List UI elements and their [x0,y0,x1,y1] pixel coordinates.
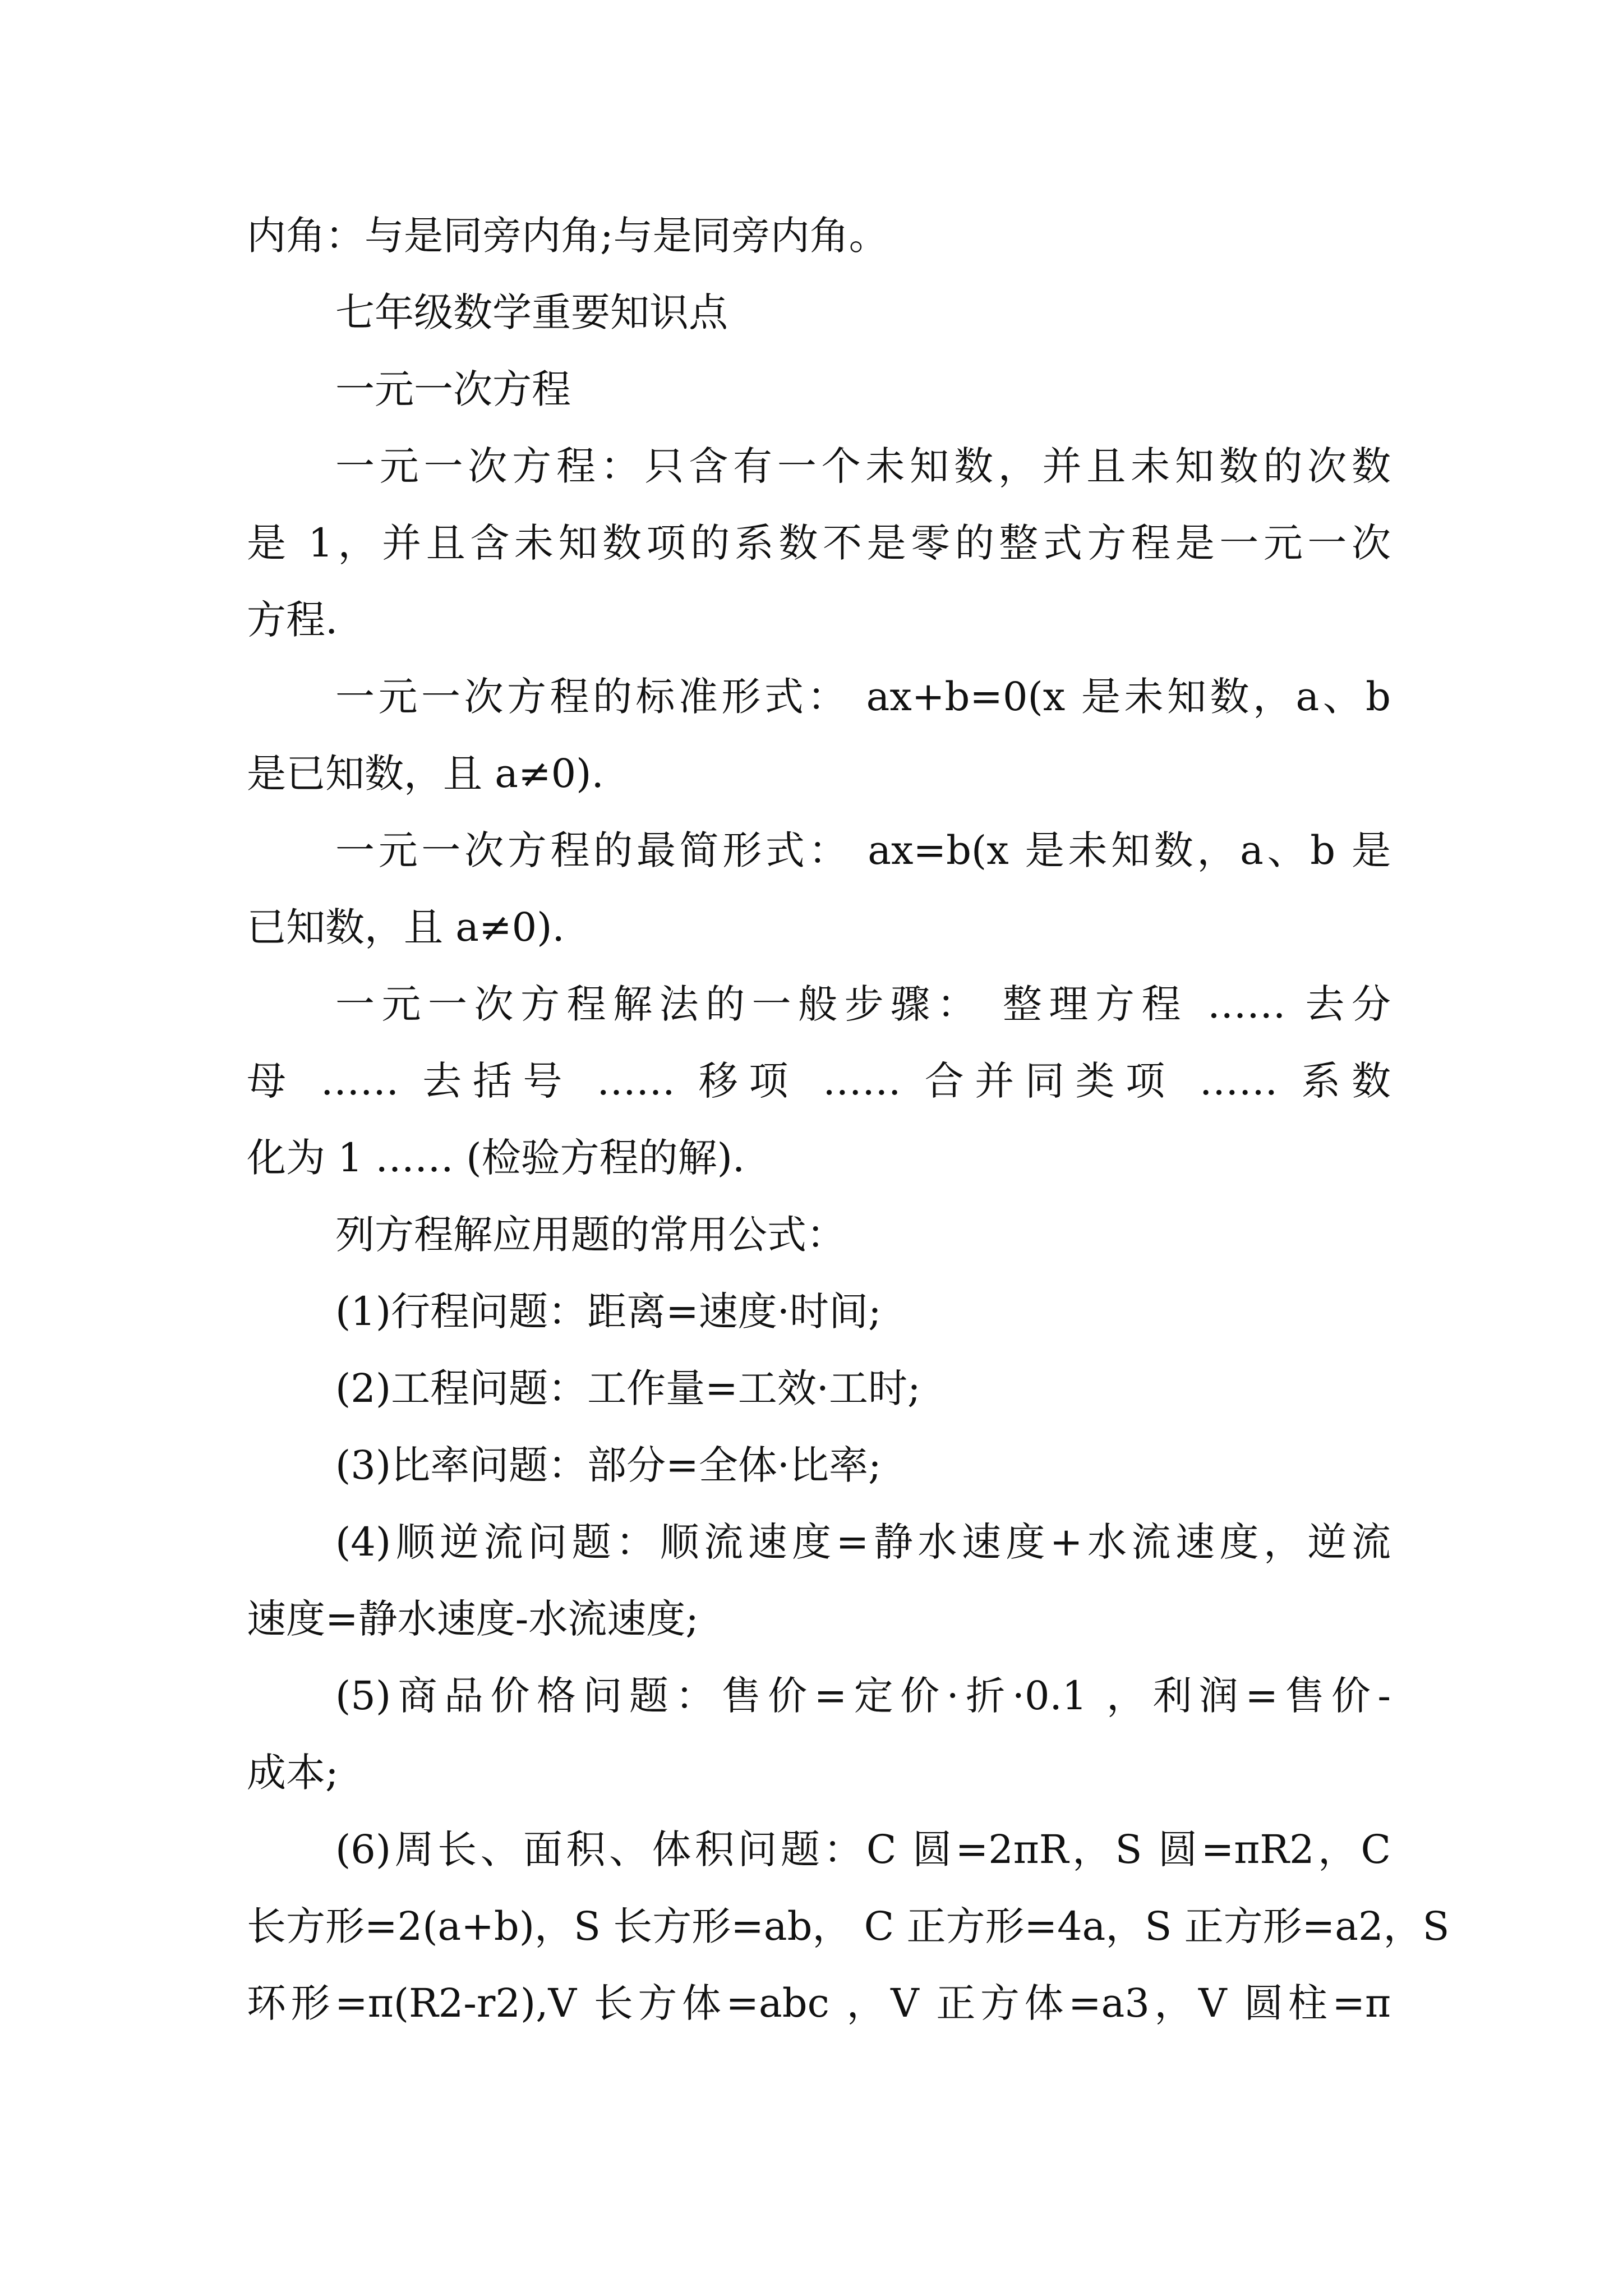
text-line: 是已知数，且 a≠0). [247,751,604,797]
formula-line: (4)顺逆流问题：顺流速度=静水速度+水流速度，逆流 [335,1519,1391,1565]
text-line: 内角：与是同旁内角;与是同旁内角。 [247,213,888,259]
formula-line: 长方形=2(a+b)，S 长方形=ab， C 正方形=4a，S 正方形=a2，S [247,1903,1450,1949]
formula-line: (6)周长、面积、体积问题：C 圆=2πR，S 圆=πR2，C [335,1826,1391,1872]
text-line: 一元一次方程解法的一般步骤： 整理方程 …… 去分 [335,981,1391,1027]
formula-line: 成本; [247,1750,339,1796]
formula-line: 环形=π(R2-r2),V 长方体=abc ，V 正方体=a3，V 圆柱=π [247,1980,1391,2026]
document-body [247,197,1450,2042]
text-line: 一元一次方程的最简形式： ax=b(x 是未知数，a、b 是 [335,827,1391,873]
text-line: 母 …… 去括号 …… 移项 …… 合并同类项 …… 系数 [247,1058,1391,1104]
formula-line: 速度=静水速度-水流速度; [247,1596,699,1642]
text-line: 列方程解应用题的常用公式： [335,1212,846,1258]
subsection-heading: 一元一次方程 [335,366,571,412]
text-line: 一元一次方程：只含有一个未知数，并且未知数的次数 [335,443,1391,489]
formula-line: (2)工程问题：工作量=工效·工时; [335,1365,921,1411]
text-line: 是 1，并且含未知数项的系数不是零的整式方程是一元一次 [247,520,1391,566]
formula-line: (5)商品价格问题：售价=定价·折·0.1 ，利润=售价- [335,1673,1391,1719]
text-line: 已知数，且 a≠0). [247,904,565,950]
formula-line: (3)比率问题：部分=全体·比率; [335,1442,882,1488]
section-heading: 七年级数学重要知识点 [335,289,728,335]
text-line: 化为 1 …… (检验方程的解). [247,1135,745,1181]
text-line: 一元一次方程的标准形式： ax+b=0(x 是未知数，a、b [335,674,1391,720]
text-line: 方程. [247,597,338,643]
formula-line: (1)行程问题：距离=速度·时间; [335,1289,882,1335]
